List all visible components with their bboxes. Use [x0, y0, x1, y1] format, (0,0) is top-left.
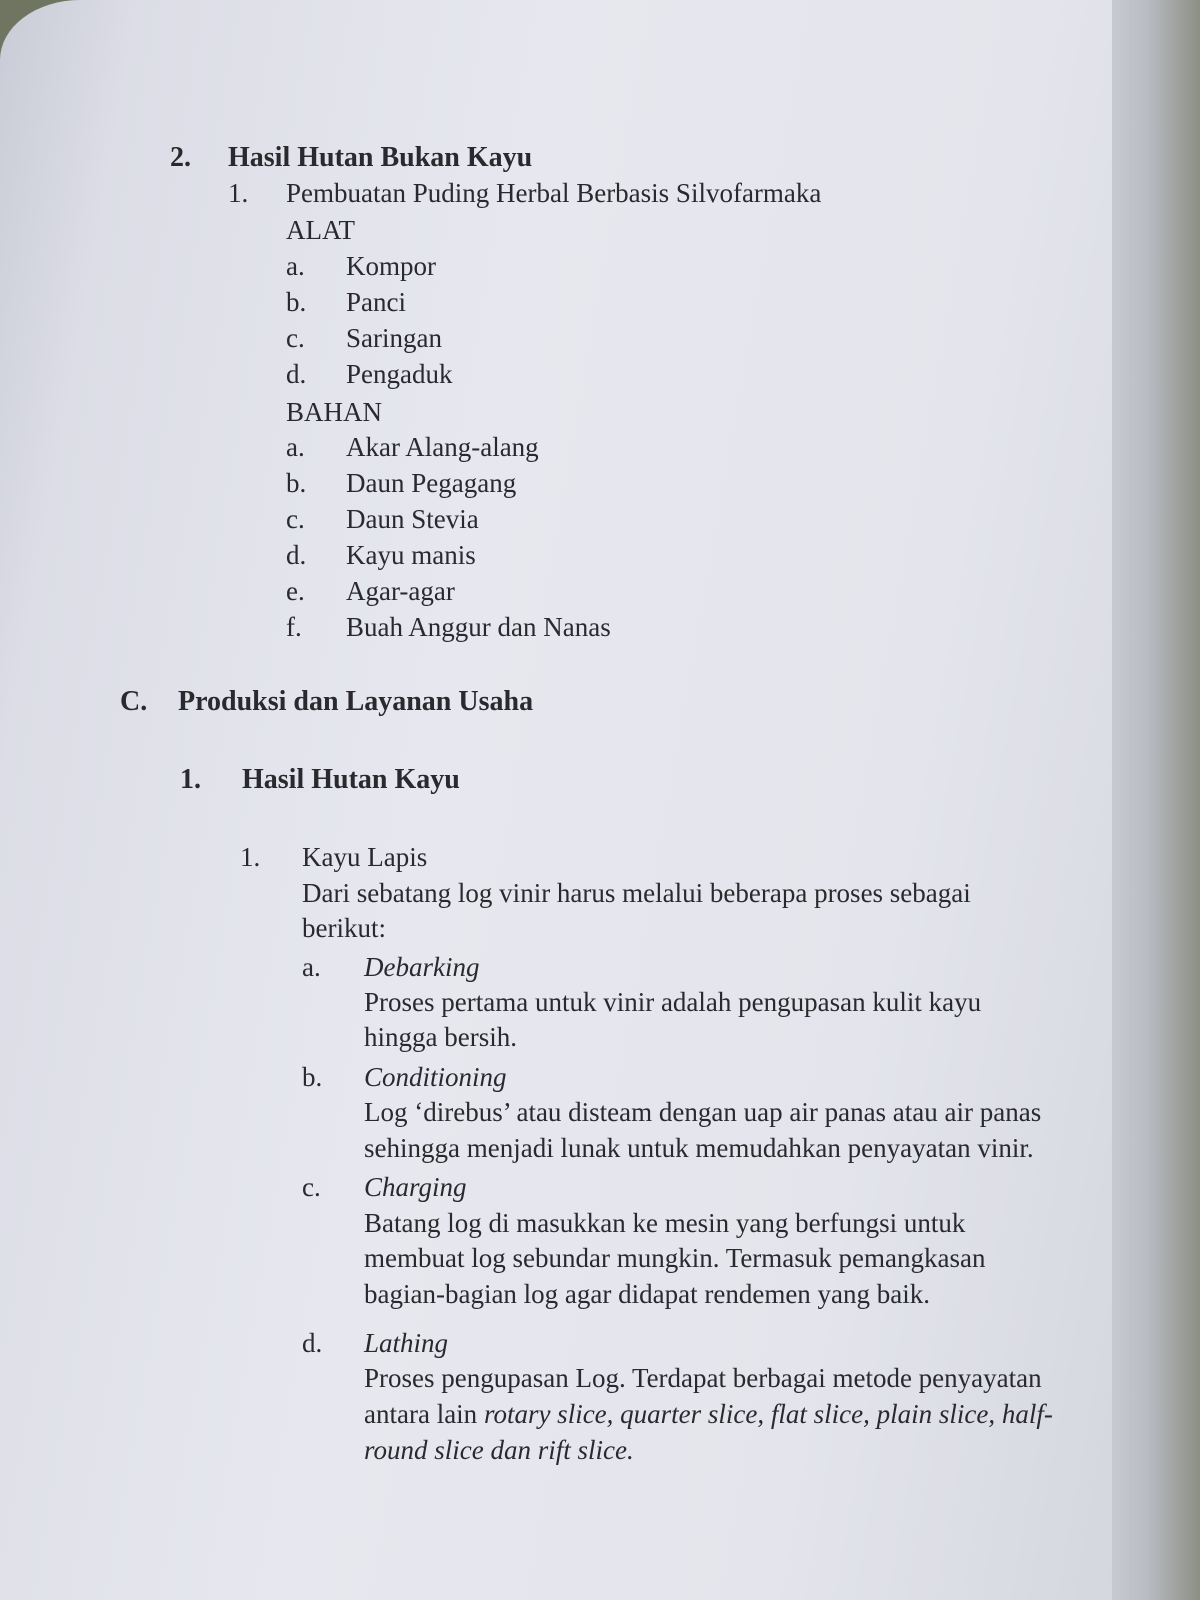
list-letter: c. [286, 323, 305, 354]
list-item [286, 357, 1080, 393]
list-text: Buah Anggur dan Nanas [346, 612, 611, 643]
alat-label: ALAT [286, 215, 355, 246]
list-text: Pengaduk [346, 359, 453, 390]
list-item [286, 321, 1080, 357]
step-lathing [302, 1326, 1080, 1361]
step-description [364, 1361, 1054, 1468]
list-letter: e. [286, 576, 305, 607]
list-letter: b. [286, 287, 307, 318]
list-item [286, 574, 1080, 610]
item-puding-herbal [228, 176, 1080, 211]
step-letter: d. [302, 1328, 323, 1359]
list-letter: c. [286, 504, 305, 535]
list-text: Daun Pegagang [346, 468, 517, 499]
subheading-hasil-hutan-kayu [180, 762, 1080, 798]
item-title: Kayu Lapis [302, 842, 428, 873]
page-edge [1112, 0, 1200, 1600]
step-description-lead: Proses pengupasan Log. Terdapat berbagai metode penyayatan antara lain [364, 1363, 1042, 1430]
heading-number: 2. [170, 142, 191, 173]
section-heading-produksi [120, 684, 1080, 720]
step-title: Conditioning [364, 1062, 507, 1093]
list-item [286, 285, 1080, 321]
step-debarking [302, 950, 1080, 985]
list-letter: f. [286, 612, 302, 643]
list-item [286, 249, 1080, 285]
list-item [286, 466, 1080, 502]
step-description: Proses pertama untuk vinir adalah pengupasan kulit kayu hingga bersih. [364, 986, 982, 1053]
list-letter: d. [286, 540, 307, 571]
item-number: 1. [240, 842, 261, 873]
step-title: Debarking [364, 951, 480, 982]
step-charging [302, 1170, 1080, 1205]
subheading-title: Hasil Hutan Kayu [242, 764, 460, 796]
list-text: Akar Alang-alang [346, 432, 539, 463]
step-title: Charging [364, 1172, 467, 1203]
page-content [120, 140, 1080, 1468]
step-letter: a. [302, 951, 321, 982]
step-description: Batang log di masukkan ke mesin yang berfungsi untuk membuat log sebundar mungkin. Termasuk pemangkasan bagian-bagian log agar didapat rendemen yang baik. [364, 1207, 986, 1309]
item-kayu-lapis [240, 840, 1080, 875]
list-letter: d. [286, 359, 307, 390]
step-title: Lathing [364, 1328, 449, 1359]
item-title: Pembuatan Puding Herbal Berbasis Silvofarmaka [286, 178, 822, 209]
list-item [286, 610, 1080, 646]
list-text: Kayu manis [346, 540, 476, 571]
list-text: Agar-agar [346, 576, 455, 607]
list-letter: a. [286, 251, 305, 282]
intro-paragraph: Dari sebatang log vinir harus melalui beberapa proses sebagai berikut: [302, 877, 971, 943]
list-letter: a. [286, 432, 305, 463]
list-item [286, 430, 1080, 466]
list-text: Saringan [346, 323, 442, 354]
list-text: Panci [346, 287, 406, 318]
list-item [286, 538, 1080, 574]
step-letter: b. [302, 1062, 323, 1093]
step-description-methods: rotary slice, quarter slice, flat slice, plain slice, half-round slice dan rift slice. [364, 1399, 1053, 1465]
subheading-number: 1. [180, 764, 201, 796]
list-letter: b. [286, 468, 307, 499]
heading-hasil-hutan-bukan-kayu [170, 140, 1080, 176]
list-text: Kompor [346, 251, 436, 282]
bahan-label: BAHAN [286, 396, 383, 427]
section-title: Produksi dan Layanan Usaha [178, 685, 534, 717]
step-description: Log ‘direbus’ atau disteam dengan uap air panas atau air panas sehingga menjadi lunak untuk memudahkan penyayatan vinir. [364, 1097, 1042, 1163]
list-text: Daun Stevia [346, 504, 479, 535]
step-letter: c. [302, 1172, 321, 1203]
item-number: 1. [228, 178, 249, 209]
step-conditioning [302, 1060, 1080, 1095]
section-letter: C. [120, 685, 148, 717]
list-item [286, 502, 1080, 538]
heading-title: Hasil Hutan Bukan Kayu [228, 142, 533, 173]
